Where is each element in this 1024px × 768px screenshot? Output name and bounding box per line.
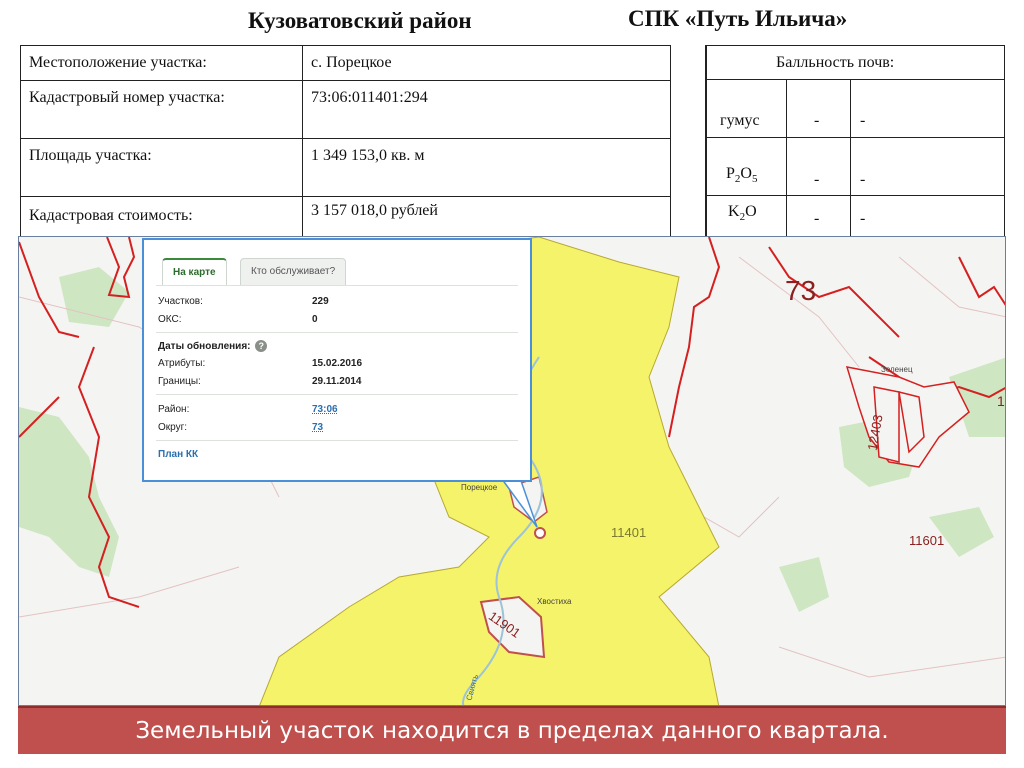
table-separator <box>670 45 706 239</box>
p2o5-sub1: 2 <box>734 173 741 186</box>
location-value: с. Порецкое <box>303 46 671 81</box>
village-zelenets-label: Зеленец <box>881 365 913 374</box>
p2o5-base: P <box>726 165 735 182</box>
soil-cell <box>850 195 1005 239</box>
quarter-11401-label: 11401 <box>611 525 647 540</box>
farm-title: СПК «Путь Ильича» <box>628 6 848 31</box>
district-link[interactable]: 73:06 <box>312 404 338 415</box>
district-label: Район: <box>158 404 190 415</box>
oks-label: ОКС: <box>158 314 182 325</box>
p2o5-mid: O <box>740 165 752 182</box>
district-number-label: 73 <box>785 275 817 306</box>
location-label: Местоположение участка: <box>21 46 303 81</box>
soil-cell <box>850 137 1005 196</box>
p2o5-value-2: - <box>860 171 866 188</box>
divider <box>156 440 518 441</box>
attributes-label: Атрибуты: <box>158 358 206 369</box>
soil-table <box>706 45 1005 239</box>
oks-value: 0 <box>312 314 318 325</box>
plan-kk-link[interactable]: План КК <box>158 449 199 460</box>
info-popup <box>142 238 532 482</box>
update-dates-title-text: Даты обновления: <box>158 341 251 352</box>
edge-label: 1 <box>997 393 1005 409</box>
boundary-line <box>959 257 1006 307</box>
map-pin[interactable] <box>535 528 545 538</box>
footer-banner <box>18 706 1006 754</box>
cadastral-cost-label: Кадастровая стоимость: <box>21 197 303 239</box>
parcels-label: Участков: <box>158 296 203 307</box>
boundary-line <box>669 237 719 437</box>
field-line <box>739 257 859 367</box>
okrug-link[interactable]: 73 <box>312 422 324 433</box>
area-label: Площадь участка: <box>21 139 303 197</box>
tab-who-serves[interactable]: Кто обслуживает? <box>240 258 346 285</box>
k2o-value-2: - <box>860 210 866 227</box>
field-line <box>899 257 1006 317</box>
soil-header: Балльность почв: <box>776 54 895 71</box>
k2o-value-1: - <box>814 210 820 227</box>
area-value: 1 349 153,0 кв. м <box>303 139 671 197</box>
p2o5-value-1: - <box>814 171 820 188</box>
tab-on-map[interactable]: На карте <box>162 258 227 286</box>
humus-label: гумус <box>720 112 760 129</box>
humus-value-2: - <box>860 112 866 129</box>
quarter-12403-label: 12403 <box>864 413 886 452</box>
soil-cell <box>850 79 1005 138</box>
forest-northwest <box>59 267 129 327</box>
field-line <box>779 647 1006 677</box>
p2o5-sub2: 5 <box>751 173 758 186</box>
k2o-base: K <box>728 203 740 220</box>
forest-far-east <box>929 507 994 557</box>
quarter-11601-label: 11601 <box>909 533 945 548</box>
river-label: Свиять <box>464 673 481 702</box>
divider <box>156 285 518 286</box>
divider <box>156 394 518 395</box>
parcels-value: 229 <box>312 296 329 307</box>
cadastral-number-value: 73:06:011401:294 <box>303 81 671 139</box>
k2o-mid: O <box>745 203 757 220</box>
plot-info-table <box>20 45 671 239</box>
k2o-label <box>728 203 757 223</box>
borders-label: Границы: <box>158 376 201 387</box>
village-poretskoe-label: Порецкое <box>461 483 498 492</box>
divider <box>156 332 518 333</box>
cadastral-number-label: Кадастровый номер участка: <box>21 81 303 139</box>
quarter-11901-label: 11901 <box>485 608 524 641</box>
attributes-date: 15.02.2016 <box>312 358 363 369</box>
field-line <box>19 567 239 617</box>
district-title: Кузоватовский район <box>248 8 472 33</box>
update-dates-title <box>158 340 267 352</box>
footer-banner-text: Земельный участок находится в пределах данного квартала. <box>135 718 889 744</box>
question-mark-icon[interactable]: ? <box>255 340 267 352</box>
cadastral-cost-value: 3 157 018,0 рублей <box>303 197 671 239</box>
k2o-sub1: 2 <box>739 211 746 224</box>
okrug-label: Округ: <box>158 422 188 433</box>
borders-date: 29.11.2014 <box>312 376 362 387</box>
humus-value-1: - <box>814 112 820 129</box>
village-khvostikha-label: Хвостиха <box>537 597 572 606</box>
p2o5-label <box>726 165 757 185</box>
forest-southeast <box>779 557 829 612</box>
